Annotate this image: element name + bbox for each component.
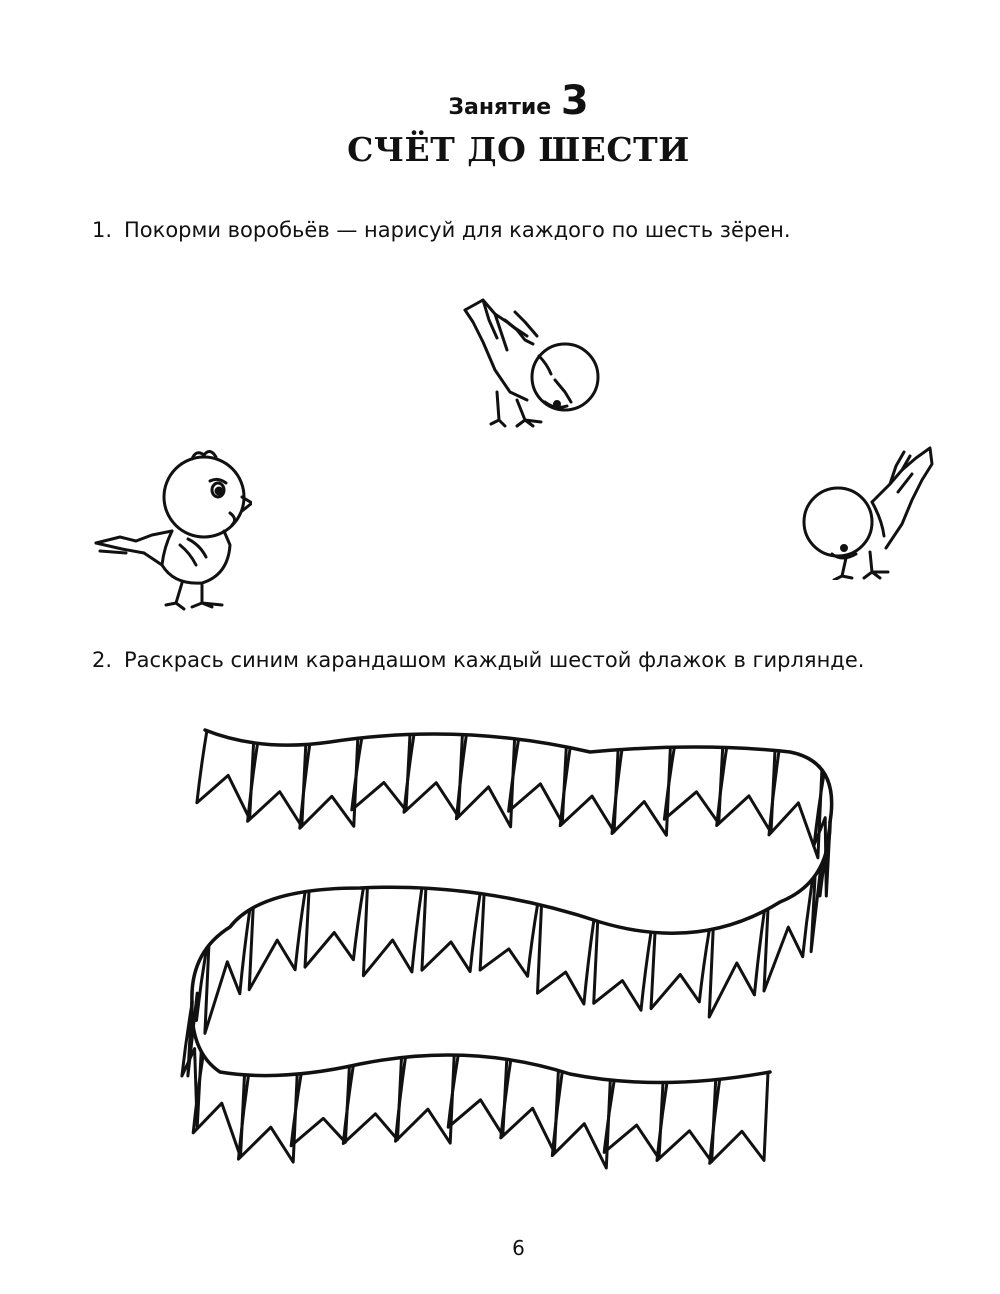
garland-flag — [560, 748, 618, 832]
garland-flag — [305, 888, 363, 967]
sparrow-pecking-icon — [798, 440, 940, 580]
garland-flag — [651, 930, 709, 1009]
task-2 — [92, 648, 864, 672]
garland-flag — [664, 747, 722, 823]
lesson-word: Занятие — [448, 95, 552, 120]
garland-flag — [197, 731, 254, 819]
garland-flag — [396, 1055, 455, 1143]
garland-flag — [239, 1074, 298, 1162]
garland-flag — [509, 739, 567, 823]
page-number: 6 — [512, 1236, 525, 1260]
page-title: СЧЁТ ДО ШЕСТИ — [347, 130, 690, 169]
garland-flag — [448, 1055, 507, 1135]
flag-garland-icon — [140, 712, 890, 1212]
garland-flag — [480, 894, 537, 976]
garland-flag — [343, 1058, 401, 1144]
task-1 — [92, 218, 791, 242]
task-2-text: Раскрась синим карандашом каждый шестой флажок в гирлянде. — [124, 648, 865, 672]
sparrow-pecking-icon — [455, 292, 605, 434]
lesson-heading — [0, 78, 1000, 124]
garland-flag — [717, 748, 775, 833]
garland-flag — [604, 1080, 663, 1158]
garland-flag — [404, 734, 462, 816]
garland-string-bottom — [192, 1002, 770, 1083]
task-2-number: 2. — [92, 648, 113, 672]
sparrow-standing-icon — [92, 445, 252, 613]
lesson-number: 3 — [560, 78, 589, 124]
garland-flag — [300, 738, 358, 828]
garland-flag — [657, 1080, 716, 1162]
garland-flag — [594, 921, 651, 1010]
garland-flag — [501, 1060, 559, 1153]
garland-flag — [764, 879, 813, 991]
garland-flag — [710, 1072, 768, 1163]
garland-flag — [538, 905, 594, 1004]
task-1-number: 1. — [92, 218, 113, 242]
garland-flag — [248, 743, 306, 826]
garland-flag — [422, 888, 480, 971]
task-1-text: Покорми воробьёв — нарисуй для каждого по шесть зёрен. — [124, 218, 791, 242]
garland-flag — [552, 1072, 610, 1168]
garland-string-middle — [192, 822, 830, 1002]
garland-flag — [456, 735, 514, 827]
garland-flag — [291, 1066, 349, 1145]
garland-flag — [612, 747, 670, 835]
garland-flag — [363, 888, 422, 976]
garland-flag — [352, 734, 410, 810]
